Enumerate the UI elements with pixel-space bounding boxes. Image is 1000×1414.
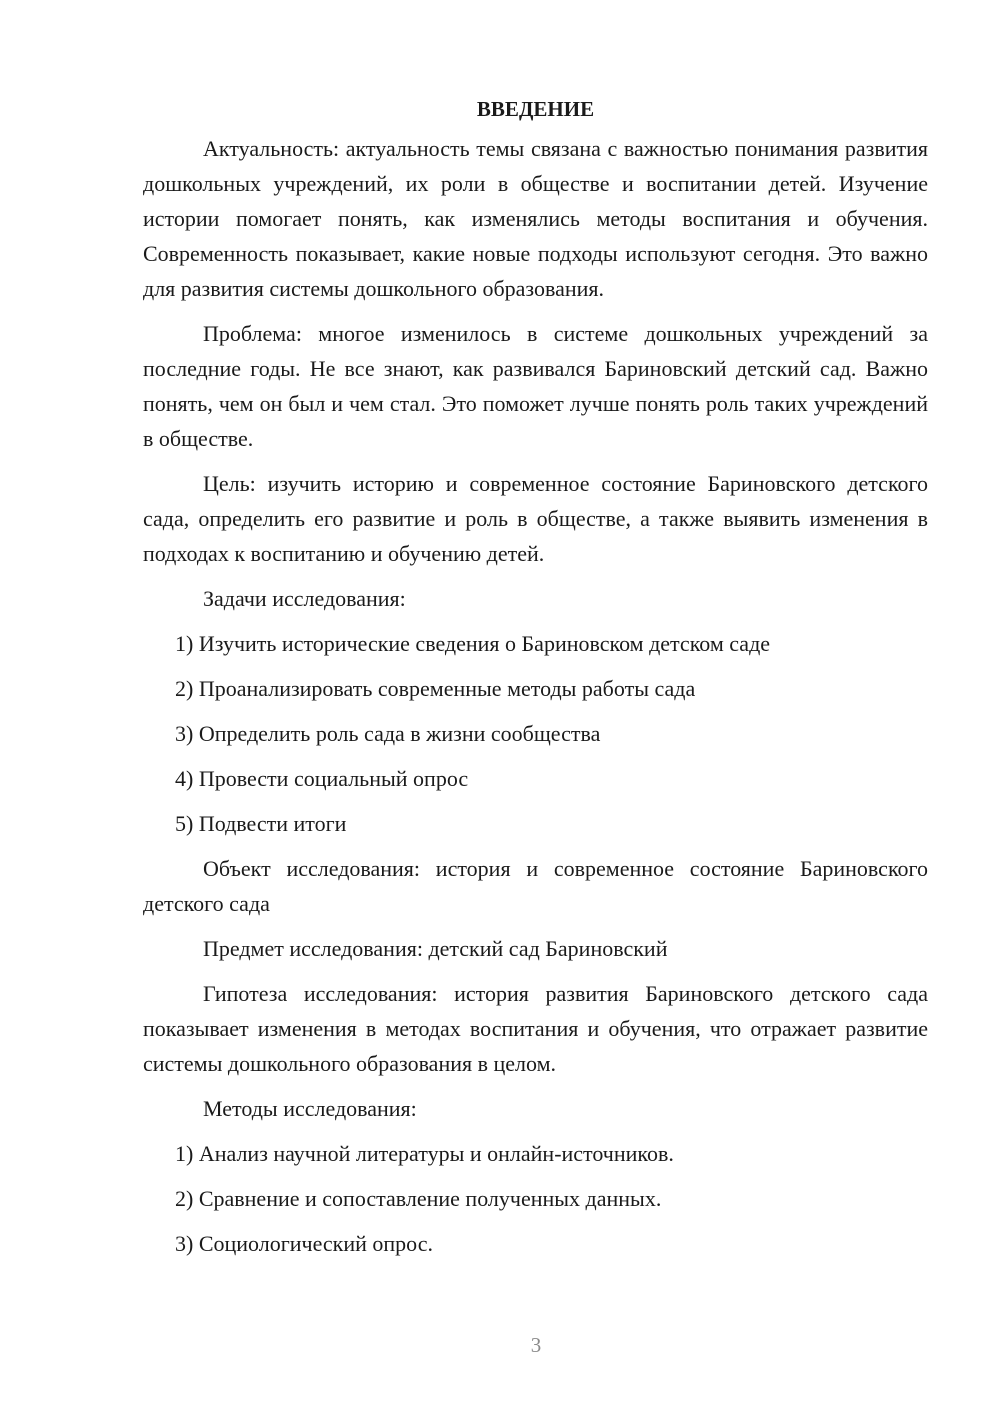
problem-paragraph: Проблема: многое изменилось в системе дошкольных учреждений за последние годы. Не все знают, как развивался Бариновский детский сад. Важно понять, чем он был и чем стал. Это поможет лучше понять роль таких учреждений в обществе. [143, 321, 928, 451]
relevance-paragraph: Актуальность: актуальность темы связана с важностью понимания развития дошкольных учреждений, их роли в обществе и воспитании детей. Изучение истории помогает понять, как изменялись методы воспитания и обучения. Современность показывает, какие новые подходы используют сегодня. Это важно для развития системы дошкольного образования. [143, 136, 928, 301]
method-item: 2) Сравнение и сопоставление полученных данных. [175, 1186, 662, 1211]
method-item: 3) Социологический опрос. [175, 1231, 433, 1256]
task-item: 1) Изучить исторические сведения о Бариновском детском саде [175, 631, 771, 656]
task-item: 4) Провести социальный опрос [175, 766, 469, 791]
methods-label: Методы исследования: [203, 1096, 417, 1121]
subject-paragraph: Предмет исследования: детский сад Бариновский [203, 936, 668, 961]
task-item: 3) Определить роль сада в жизни сообщества [175, 721, 601, 746]
method-item: 1) Анализ научной литературы и онлайн-источников. [175, 1141, 674, 1166]
object-paragraph: Объект исследования: история и современное состояние Бариновского детского сада [143, 856, 928, 916]
task-item: 2) Проанализировать современные методы работы сада [175, 676, 696, 701]
page-title: ВВЕДЕНИЕ [476, 97, 595, 121]
methods-list [143, 1136, 928, 1261]
hypothesis-paragraph: Гипотеза исследования: история развития Бариновского детского сада показывает изменения в методах воспитания и обучения, что отражает развитие системы дошкольного образования в целом. [143, 981, 928, 1076]
document-body [143, 92, 928, 1271]
tasks-label: Задачи исследования: [203, 586, 406, 611]
task-item: 5) Подвести итоги [175, 811, 347, 836]
tasks-list [143, 626, 928, 841]
goal-paragraph: Цель: изучить историю и современное состояние Бариновского детского сада, определить его развитие и роль в обществе, а также выявить изменения в подходах к воспитанию и обучению детей. [143, 471, 928, 566]
page-number: 3 [530, 1333, 542, 1357]
